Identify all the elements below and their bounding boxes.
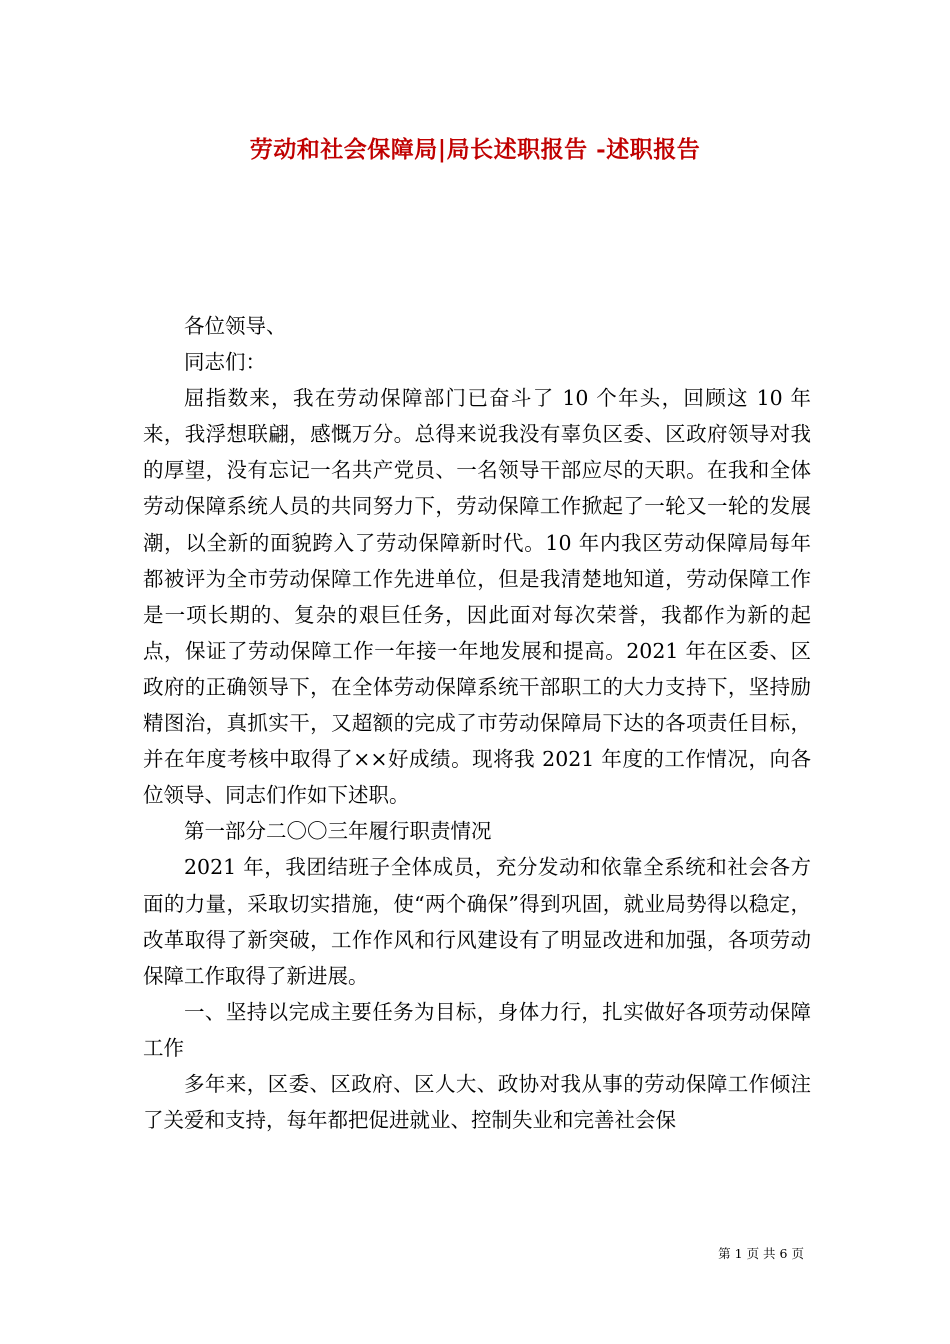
summary-paragraph: 2021 年，我团结班子全体成员，充分发动和依靠全系统和社会各方面的力量，采取切实措施，使“两个确保”得到巩固，就业局势得以稳定，改革取得了新突破，工作作风和行风建设有了明显改进和加强，各项劳动保障工作取得了新进展。 [143, 855, 811, 988]
document-title: 劳动和社会保障局|局长述职报告 -述职报告 [249, 136, 701, 163]
footer-suffix: 页 [791, 1246, 804, 1261]
page-footer [718, 1245, 804, 1263]
footer-prefix: 第 [718, 1246, 731, 1261]
footer-total-pages: 6 [779, 1246, 788, 1261]
footer-current-page: 1 [734, 1246, 743, 1261]
document-body [143, 308, 811, 1138]
salutation-line-2: 同志们： [184, 350, 266, 375]
footer-middle: 页 共 [746, 1246, 776, 1261]
intro-paragraph: 屈指数来，我在劳动保障部门已奋斗了 10 个年头，回顾这 10 年来，我浮想联翩，感慨万分。总得来说我没有辜负区委、区政府领导对我的厚望，没有忘记一名共产党员、一名领导干部应尽的天职。在我和全体劳动保障系统人员的共同努力下，劳动保障工作掀起了一轮又一轮的发展潮，以全新的面貌跨入了劳动保障新时代。10 年内我区劳动保障局每年都被评为全市劳动保障工作先进单位，但是我清楚地知道，劳动保障工作是一项长期的、复杂的艰巨任务，因此面对每次荣誉，我都作为新的起点，保证了劳动保障工作一年接一年地发展和提高。2021 年在区委、区政府的正确领导下，在全体劳动保障系统干部职工的大力支持下，坚持励精图治，真抓实干，又超额的完成了市劳动保障局下达的各项责任目标，并在年度考核中取得了××好成绩。现将我 2021 年度的工作情况，向各位领导、同志们作如下述职。 [143, 386, 811, 808]
section-heading: 第一部分二〇〇三年履行职责情况 [184, 819, 492, 844]
subsection-heading: 一、坚持以完成主要任务为目标，身体力行，扎实做好各项劳动保障工作 [143, 999, 811, 1060]
body-paragraph: 多年来，区委、区政府、区人大、政协对我从事的劳动保障工作倾注了关爱和支持，每年都把促进就业、控制失业和完善社会保 [143, 1071, 811, 1133]
salutation-line-1: 各位领导、 [184, 314, 287, 338]
